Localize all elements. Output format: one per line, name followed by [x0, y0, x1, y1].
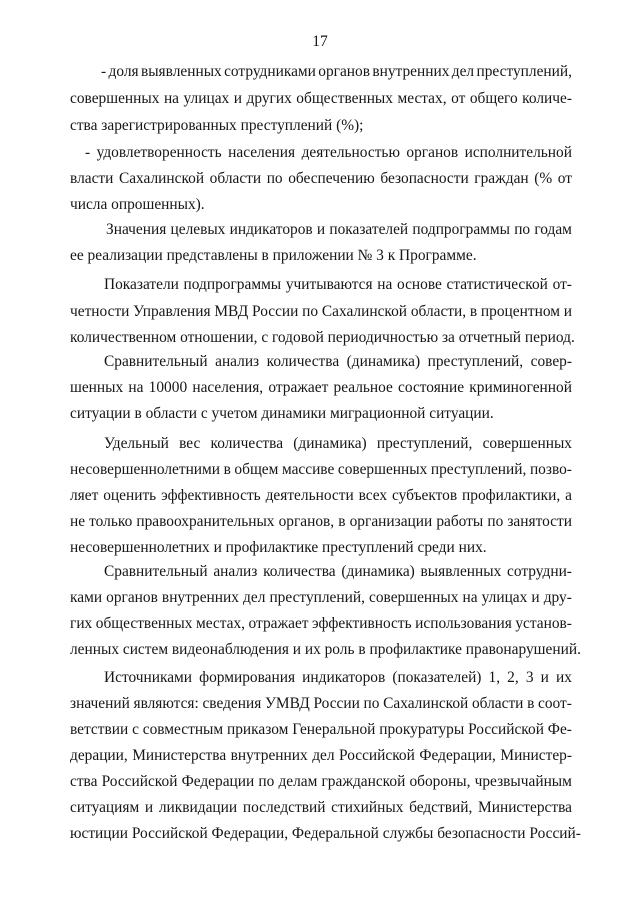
- text-line: ветствии с совместным приказом Генеральной прокуратуры Российской Фе-: [70, 721, 572, 738]
- text-line: Сравнительный анализ количества (динамика) выявленных сотрудни-: [104, 563, 572, 580]
- text-line: числа опрошенных).: [70, 196, 205, 213]
- page-number: 17: [312, 33, 328, 50]
- text-line: ситуации в области с учетом динамики миграционной ситуации.: [70, 405, 494, 422]
- text-line: Значения целевых индикаторов и показателей подпрограммы по годам: [106, 221, 572, 238]
- text-line: Источниками формирования индикаторов (показателей) 1, 2, 3 и их: [104, 669, 572, 686]
- text-line: совершенных на улицах и других общественных местах, от общего количе-: [70, 90, 572, 107]
- text-line: власти Сахалинской области по обеспечению безопасности граждан (% от: [70, 170, 572, 187]
- text-line: Сравнительный анализ количества (динамика) преступлений, совер-: [104, 353, 572, 370]
- text-line: шенных на 10000 населения, отражает реальное состояние криминогенной: [70, 379, 572, 396]
- text-line: несовершеннолетними в общем массиве совершенных преступлений, позво-: [70, 461, 572, 478]
- text-line: юстиции Российской Федерации, Федеральной службы безопасности Россий-: [70, 825, 581, 842]
- text-line: ства Российской Федерации по делам гражданской обороны, чрезвычайным: [70, 773, 572, 790]
- text-line: ее реализации представлены в приложении № 3 к Программе.: [70, 247, 477, 264]
- text-line: ленных систем видеонаблюдения и их роль в профилактике правонарушений.: [70, 641, 581, 658]
- text-line: - удовлетворенность населения деятельностью органов исполнительной: [85, 144, 572, 161]
- text-line: Удельный вес количества (динамика) преступлений, совершенных: [104, 435, 572, 452]
- text-line: гих общественных местах, отражает эффективность использования установ-: [70, 615, 572, 632]
- text-line: количественном отношении, с годовой периодичностью за отчетный период.: [70, 329, 575, 346]
- text-line: четности Управления МВД России по Сахалинской области, в процентном и: [70, 303, 572, 320]
- text-line: ситуациям и ликвидации последствий стихийных бедствий, Министерства: [70, 799, 572, 816]
- text-line: значений являются: сведения УМВД России по Сахалинской области в соот-: [70, 695, 572, 712]
- text-line: ства зарегистрированных преступлений (%);: [70, 117, 364, 134]
- text-line: несовершеннолетних и профилактике преступлений среди них.: [70, 539, 487, 556]
- text-line: ляет оценить эффективность деятельности всех субъектов профилактики, а: [70, 487, 572, 504]
- text-line: дерации, Министерства внутренних дел Российской Федерации, Министер-: [70, 747, 572, 764]
- text-line: Показатели подпрограммы учитываются на основе статистической от-: [104, 276, 572, 293]
- text-line: - доля выявленных сотрудниками органов внутренних дел преступлений,: [101, 63, 572, 80]
- text-line: не только правоохранительных органов, в организации работы по занятости: [70, 513, 572, 530]
- text-line: ками органов внутренних дел преступлений, совершенных на улицах и дру-: [70, 589, 572, 606]
